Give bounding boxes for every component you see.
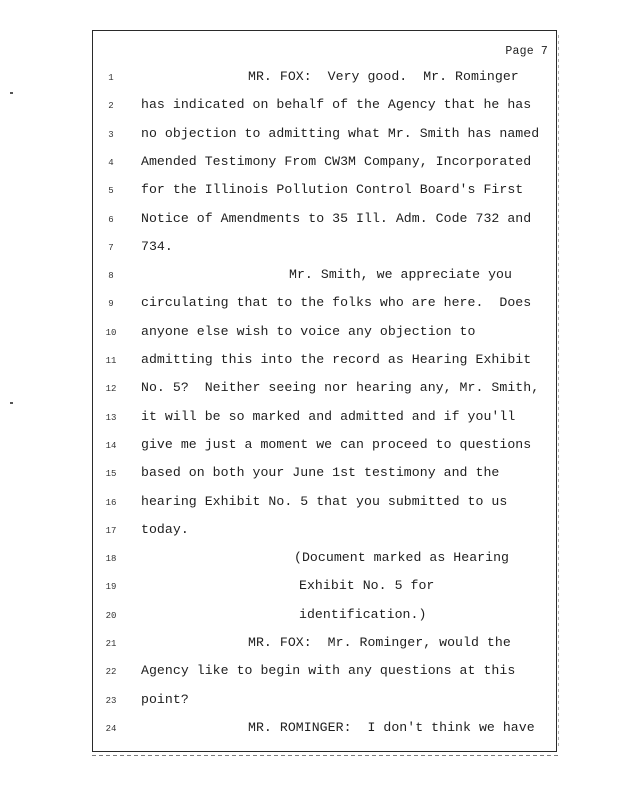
transcript-line [93,550,556,570]
line-text: give me just a moment we can proceed to questions [141,436,532,452]
line-number: 19 [105,582,117,593]
transcript-line [93,663,556,683]
line-text: (Document marked as Hearing [294,550,510,566]
line-number: 16 [105,497,117,508]
line-number: 10 [105,327,117,338]
transcript-line [93,154,556,174]
transcript-line [93,211,556,231]
transcript-line [93,267,556,287]
line-text: Mr. Smith, we appreciate you [289,267,512,283]
line-number: 4 [108,157,114,168]
line-number: 24 [105,723,117,734]
line-number: 8 [108,271,114,282]
line-text: hearing Exhibit No. 5 that you submitted to us [141,493,508,509]
transcript-line [93,720,556,740]
line-text: for the Illinois Pollution Control Board's First [141,182,524,198]
line-text: circulating that to the folks who are here. Does [141,295,532,311]
transcript-line [93,182,556,202]
transcript-line [93,380,556,400]
line-number: 13 [105,412,117,423]
page-number-label: Page 7 [505,45,548,58]
line-number: 23 [105,695,117,706]
line-text: Amended Testimony From CW3M Company, Incorporated [141,153,532,169]
line-text: Exhibit No. 5 for [299,578,435,594]
line-text: admitting this into the record as Hearing Exhibit [141,352,532,367]
line-text: based on both your June 1st testimony and the [141,465,500,481]
transcript-line [93,295,556,315]
transcript-line [93,69,556,89]
line-number: 6 [108,214,114,225]
line-number: 2 [108,101,114,112]
line-number: 9 [108,299,114,310]
line-number: 20 [105,610,117,621]
line-text: today. [141,521,189,537]
line-text: no objection to admitting what Mr. Smith has named [141,125,540,141]
transcript-page [92,30,557,752]
line-number: 21 [105,639,117,649]
transcript-line [93,522,556,542]
line-text: No. 5? Neither seeing nor hearing any, Mr. Smith, [141,380,540,396]
transcript-line [93,635,556,655]
line-number: 22 [105,667,117,678]
line-number: 7 [108,242,114,253]
line-text: anyone else wish to voice any objection to [141,323,476,339]
line-number: 12 [105,384,117,395]
line-number: 14 [105,440,117,451]
line-text: has indicated on behalf of the Agency that he has [141,97,532,113]
line-text: Agency like to begin with any questions at this [141,663,516,679]
transcript-line [93,578,556,598]
line-number: 18 [105,554,117,565]
line-text: MR. FOX: Mr. Rominger, would the [248,635,511,650]
line-number: 5 [108,186,114,197]
transcript-line [93,352,556,372]
line-text: point? [141,691,189,707]
line-text: 734. [141,238,173,254]
margin-mark [10,92,13,94]
line-number: 11 [105,356,117,366]
line-number: 1 [108,73,114,83]
transcript-line [93,239,556,259]
margin-mark [10,402,13,404]
transcript-line [93,126,556,146]
line-text: Notice of Amendments to 35 Ill. Adm. Code 732 and [141,210,532,226]
line-text: identification.) [299,606,427,622]
transcript-line [93,465,556,485]
transcript-line [93,409,556,429]
line-number: 3 [108,129,114,140]
line-number: 17 [105,525,117,536]
transcript-line [93,437,556,457]
transcript-line [93,692,556,712]
transcript-line [93,607,556,627]
line-text: MR. ROMINGER: I don't think we have [248,719,535,735]
line-text: it will be so marked and admitted and if you'll [141,408,516,424]
line-number: 15 [105,469,117,480]
line-text: MR. FOX: Very good. Mr. Rominger [248,69,519,84]
transcript-line [93,494,556,514]
bottom-rule [92,755,560,756]
transcript-line [93,324,556,344]
transcript-line [93,97,556,117]
